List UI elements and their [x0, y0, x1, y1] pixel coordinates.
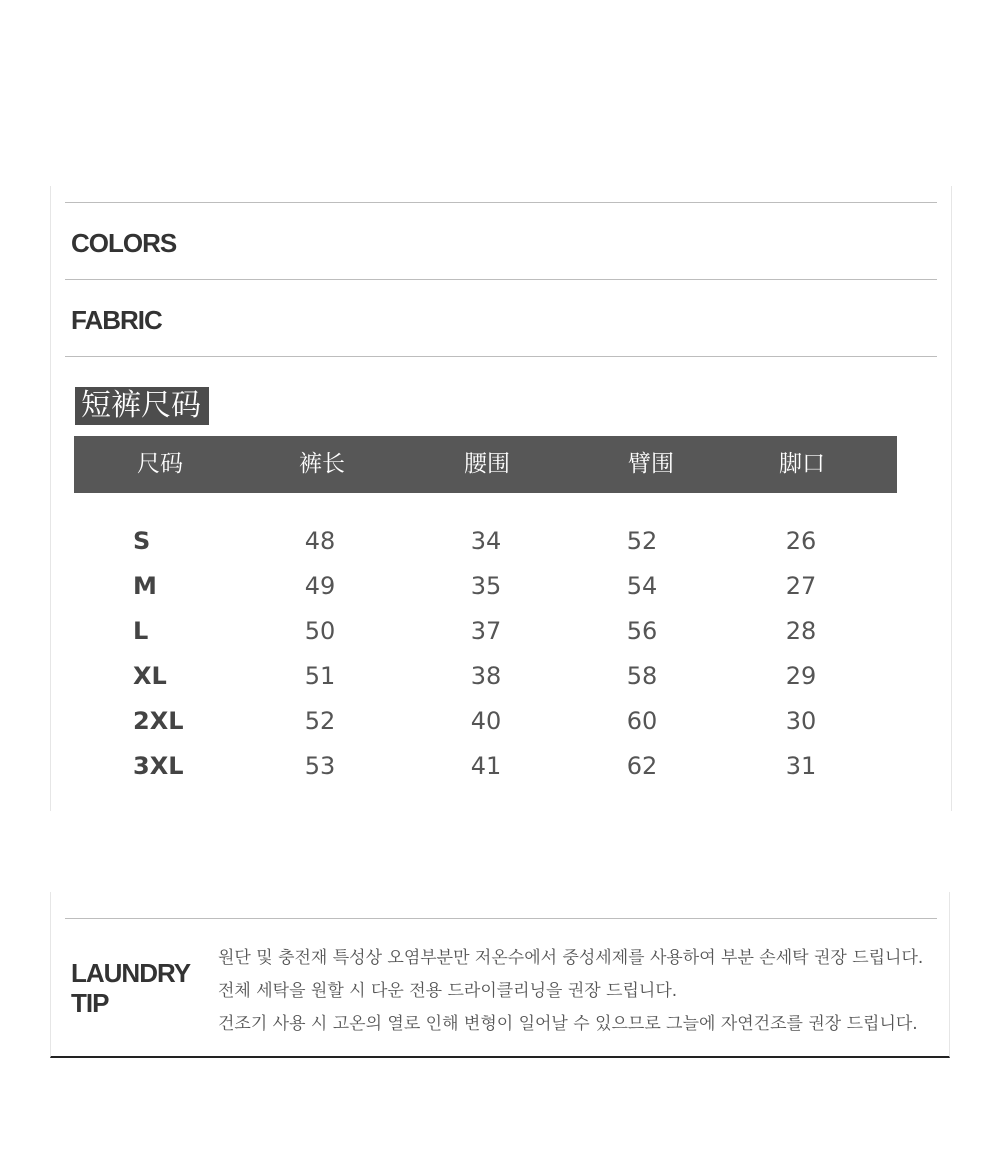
size-cell: L — [133, 617, 149, 645]
header-waist: 腰围 — [464, 451, 510, 477]
length-cell: 51 — [304, 662, 336, 690]
size-table-header — [74, 436, 897, 493]
hem-cell: 29 — [785, 662, 817, 690]
divider — [65, 356, 937, 357]
length-cell: 52 — [304, 707, 336, 735]
size-cell: XL — [133, 662, 167, 690]
size-cell: S — [133, 527, 151, 555]
laundry-label-line: LAUNDRY — [71, 958, 191, 988]
header-length: 裤长 — [299, 451, 345, 477]
divider — [65, 918, 937, 919]
waist-cell: 37 — [470, 617, 502, 645]
table-row — [51, 521, 951, 561]
size-cell: 3XL — [133, 752, 184, 780]
waist-cell: 34 — [470, 527, 502, 555]
hip-cell: 54 — [626, 572, 658, 600]
hem-cell: 30 — [785, 707, 817, 735]
table-row — [51, 701, 951, 741]
size-cell: 2XL — [133, 707, 184, 735]
table-row — [51, 611, 951, 651]
laundry-line: 원단 및 충전재 특성상 오염부분만 저온수에서 중성세제를 사용하여 부분 손세탁 권장 드립니다. — [218, 948, 924, 968]
waist-cell: 41 — [470, 752, 502, 780]
table-row — [51, 656, 951, 696]
header-hem: 脚口 — [779, 451, 825, 477]
length-cell: 49 — [304, 572, 336, 600]
hem-cell: 26 — [785, 527, 817, 555]
laundry-instructions — [218, 942, 923, 1041]
hem-cell: 27 — [785, 572, 817, 600]
header-hip: 臂围 — [628, 451, 674, 477]
colors-label: COLORS — [71, 228, 177, 258]
header-size: 尺码 — [137, 451, 183, 477]
hip-cell: 62 — [626, 752, 658, 780]
hem-cell: 28 — [785, 617, 817, 645]
size-cell: M — [133, 572, 157, 600]
divider — [65, 279, 937, 280]
hem-cell: 31 — [785, 752, 817, 780]
laundry-tip-panel — [50, 892, 950, 1058]
fabric-label: FABRIC — [71, 305, 162, 335]
table-row — [51, 746, 951, 786]
size-chart-title: 短裤尺码 — [75, 387, 209, 425]
laundry-line: 건조기 사용 시 고온의 열로 인해 변형이 일어날 수 있으므로 그늘에 자연건조를 권장 드립니다. — [218, 1014, 918, 1034]
waist-cell: 40 — [470, 707, 502, 735]
hip-cell: 56 — [626, 617, 658, 645]
waist-cell: 38 — [470, 662, 502, 690]
laundry-label-line: TIP — [71, 988, 109, 1018]
hip-cell: 52 — [626, 527, 658, 555]
length-cell: 48 — [304, 527, 336, 555]
length-cell: 50 — [304, 617, 336, 645]
divider — [65, 202, 937, 203]
laundry-line: 전체 세탁을 원할 시 다운 전용 드라이클리닝을 권장 드립니다. — [218, 981, 678, 1001]
laundry-tip-label — [71, 958, 190, 1018]
hip-cell: 58 — [626, 662, 658, 690]
hip-cell: 60 — [626, 707, 658, 735]
product-info-panel — [50, 186, 952, 811]
length-cell: 53 — [304, 752, 336, 780]
waist-cell: 35 — [470, 572, 502, 600]
table-row — [51, 566, 951, 606]
